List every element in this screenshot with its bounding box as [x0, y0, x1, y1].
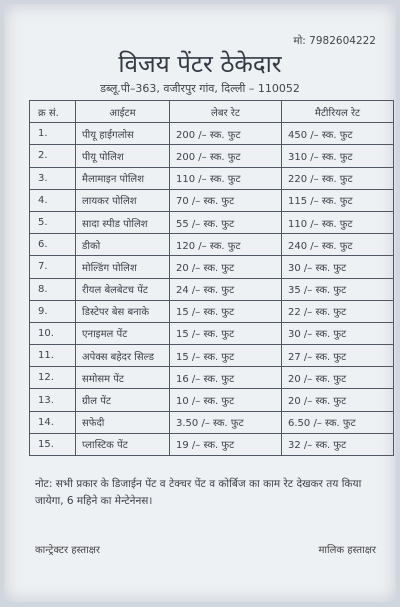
- serial-cell: 4.: [30, 189, 76, 211]
- labour-rate-cell: 19 /– स्क. फुट: [170, 433, 282, 455]
- labour-rate-cell: 15 /– स्क. फुट: [170, 345, 282, 367]
- contractor-signature-label: कान्ट्रेक्टर हस्ताक्षर: [35, 545, 100, 556]
- item-cell: प्लास्टिक पेंट: [76, 433, 170, 455]
- table-row: [30, 167, 394, 189]
- serial-cell: 9.: [30, 300, 76, 322]
- column-header-labour-rate: लेबर रेट: [170, 101, 282, 123]
- labour-rate-cell: 24 /– स्क. फुट: [170, 278, 282, 300]
- material-rate-cell: 220 /– स्क. फुट: [282, 167, 394, 189]
- material-rate-cell: 22 /– स्क. फुट: [282, 300, 394, 322]
- material-rate-cell: 35 /– स्क. फुट: [282, 278, 394, 300]
- labour-rate-cell: 70 /– स्क. फुट: [170, 189, 282, 211]
- serial-cell: 13.: [30, 389, 76, 411]
- item-cell: समोसम पेंट: [76, 367, 170, 389]
- labour-rate-cell: 120 /– स्क. फुट: [170, 234, 282, 256]
- table-row: [30, 189, 394, 211]
- table-row: [30, 256, 394, 278]
- item-cell: रीयल बेलबेटच पेंट: [76, 278, 170, 300]
- item-cell: पीयू पोलिश: [76, 145, 170, 167]
- labour-rate-cell: 55 /– स्क. फुट: [170, 211, 282, 233]
- material-rate-cell: 110 /– स्क. फुट: [282, 211, 394, 233]
- rate-table: [29, 100, 394, 456]
- material-rate-cell: 32 /– स्क. फुट: [282, 433, 394, 455]
- serial-cell: 2.: [30, 145, 76, 167]
- material-rate-cell: 20 /– स्क. फुट: [282, 367, 394, 389]
- item-cell: लायकर पोलिश: [76, 189, 170, 211]
- serial-cell: 8.: [30, 278, 76, 300]
- material-rate-cell: 6.50 /– स्क. फुट: [282, 411, 394, 433]
- serial-cell: 10.: [30, 322, 76, 344]
- material-rate-cell: 310 /– स्क. फुट: [282, 145, 394, 167]
- serial-cell: 12.: [30, 367, 76, 389]
- labour-rate-cell: 3.50 /– स्क. फुट: [170, 411, 282, 433]
- labour-rate-cell: 15 /– स्क. फुट: [170, 322, 282, 344]
- item-cell: अपेक्स बहेदर सिल्ड: [76, 345, 170, 367]
- table-row: [30, 411, 394, 433]
- material-rate-cell: 27 /– स्क. फुट: [282, 345, 394, 367]
- serial-cell: 6.: [30, 234, 76, 256]
- item-cell: ग्रील पेंट: [76, 389, 170, 411]
- serial-cell: 7.: [30, 256, 76, 278]
- material-rate-cell: 20 /– स्क. फुट: [282, 389, 394, 411]
- address-line: डब्लू.पी–363, वजीरपुर गांव, दिल्ली – 110052: [100, 82, 300, 95]
- page-title: विजय पेंटर ठेकेदार: [118, 50, 282, 78]
- table-row: [30, 145, 394, 167]
- item-cell: सफेदी: [76, 411, 170, 433]
- item-cell: मैलामाइन पोलिश: [76, 167, 170, 189]
- column-header-serial: क्र सं.: [30, 101, 76, 123]
- serial-cell: 3.: [30, 167, 76, 189]
- serial-cell: 14.: [30, 411, 76, 433]
- column-header-item: आईटम: [76, 101, 170, 123]
- labour-rate-cell: 110 /– स्क. फुट: [170, 167, 282, 189]
- material-rate-cell: 450 /– स्क. फुट: [282, 123, 394, 145]
- labour-rate-cell: 15 /– स्क. फुट: [170, 300, 282, 322]
- serial-cell: 5.: [30, 211, 76, 233]
- column-header-material-rate: मैटीरियल रेट: [282, 101, 394, 123]
- item-cell: डिस्टेपर बेस बनाके: [76, 300, 170, 322]
- material-rate-cell: 30 /– स्क. फुट: [282, 256, 394, 278]
- labour-rate-cell: 10 /– स्क. फुट: [170, 389, 282, 411]
- table-row: [30, 433, 394, 455]
- table-row: [30, 278, 394, 300]
- table-row: [30, 211, 394, 233]
- table-row: [30, 300, 394, 322]
- serial-cell: 15.: [30, 433, 76, 455]
- note-text: नोट: सभी प्रकार के डिजाईन पेंट व टेक्चर पेंट व कोर्बिज का काम रेट देखकर तय किया जायेगा, 6 महिने का मेन्टेनेनस।: [35, 478, 362, 507]
- document-sheet: [4, 4, 396, 602]
- item-cell: मोल्डिंग पोलिश: [76, 256, 170, 278]
- table-row: [30, 322, 394, 344]
- item-cell: पीयू हाईगलोस: [76, 123, 170, 145]
- item-cell: डीको: [76, 234, 170, 256]
- table-row: [30, 345, 394, 367]
- serial-cell: 11.: [30, 345, 76, 367]
- table-row: [30, 367, 394, 389]
- table-header-row: [30, 101, 394, 123]
- labour-rate-cell: 200 /– स्क. फुट: [170, 145, 282, 167]
- serial-cell: 1.: [30, 123, 76, 145]
- table-row: [30, 123, 394, 145]
- item-cell: एनाइमल पेंट: [76, 322, 170, 344]
- mobile-number: मो: 7982604222: [293, 35, 376, 47]
- material-rate-cell: 115 /– स्क. फुट: [282, 189, 394, 211]
- material-rate-cell: 240 /– स्क. फुट: [282, 234, 394, 256]
- labour-rate-cell: 20 /– स्क. फुट: [170, 256, 282, 278]
- table-row: [30, 234, 394, 256]
- labour-rate-cell: 200 /– स्क. फुट: [170, 123, 282, 145]
- item-cell: सादा स्पीड पोलिश: [76, 211, 170, 233]
- material-rate-cell: 30 /– स्क. फुट: [282, 322, 394, 344]
- table-row: [30, 389, 394, 411]
- owner-signature-label: मालिक हस्ताक्षर: [318, 545, 376, 556]
- labour-rate-cell: 16 /– स्क. फुट: [170, 367, 282, 389]
